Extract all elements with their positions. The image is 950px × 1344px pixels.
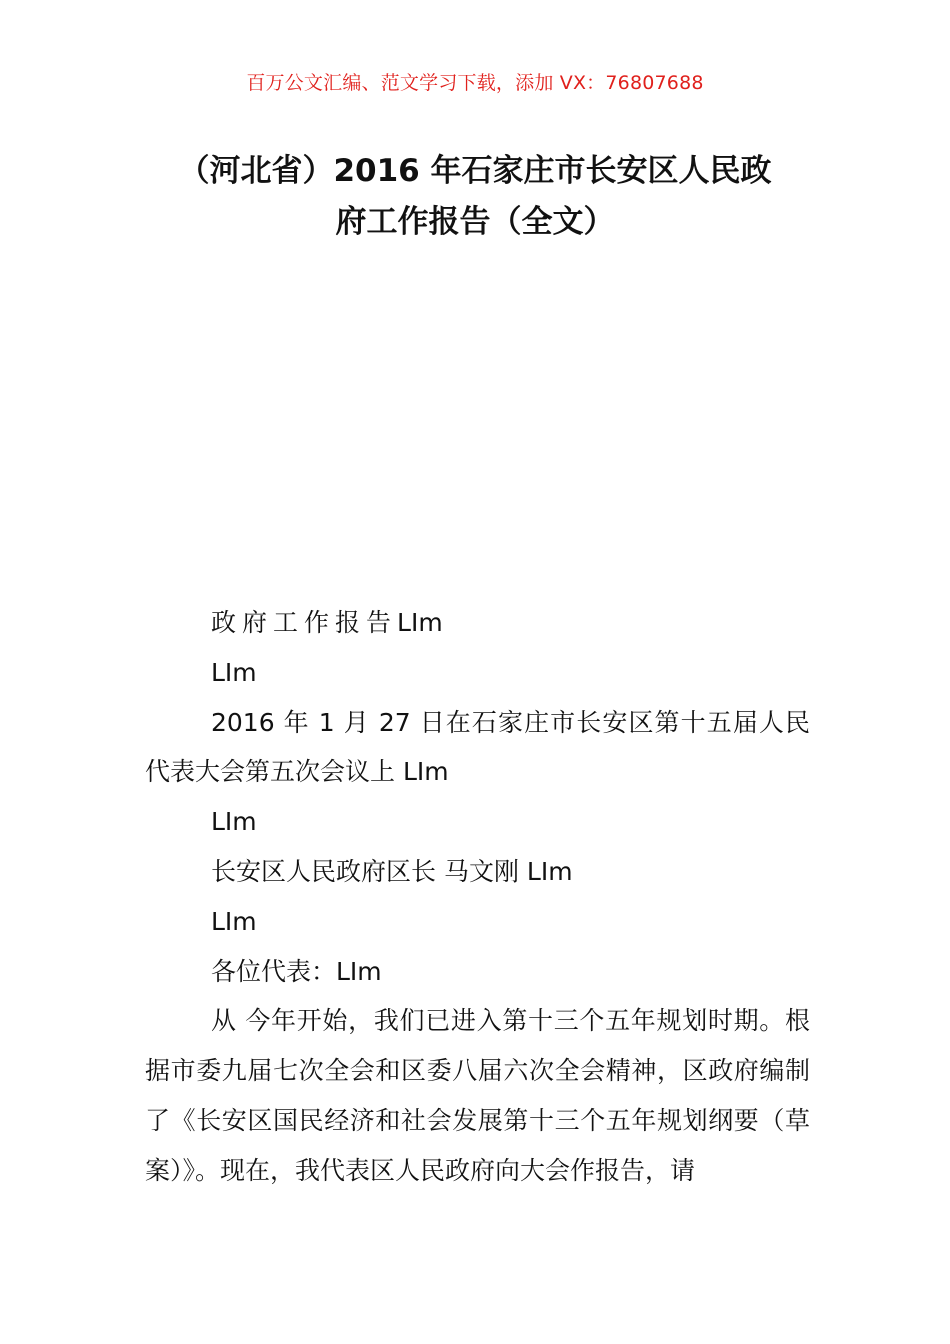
report-heading-paragraph bbox=[145, 598, 810, 648]
speaker-paragraph: 长安区人民政府区长 马文刚 LIm bbox=[211, 856, 573, 886]
intro-paragraph: 从 今年开始，我们已进入第十三个五年规划时期。根据市委九届七次全会和区委八届六次全会精神，区政府编制了《长安区国民经济和社会发展第十三个五年规划纲要（草案）》。现在，我代表区人民政府向大会作报告，请 bbox=[145, 1006, 810, 1185]
meeting-info-paragraph: 2016 年 1 月 27 日在石家庄市长安区第十五届人民代表大会第五次会议上 LIm bbox=[145, 707, 810, 787]
promo-header: 百万公文汇编、范文学习下载，添加 VX：76807688 bbox=[246, 72, 704, 94]
report-heading-tail: LIm bbox=[397, 608, 443, 637]
document-title bbox=[120, 146, 830, 248]
salutation-paragraph: 各位代表：LIm bbox=[211, 956, 382, 986]
report-heading: 政府工作报告 bbox=[211, 608, 398, 637]
document-body bbox=[145, 598, 810, 1196]
title-line-2: 府工作报告（全文） bbox=[335, 204, 615, 240]
paragraph: LIm bbox=[211, 906, 257, 936]
paragraph: LIm bbox=[211, 807, 257, 837]
title-line-1: （河北省）2016 年石家庄市长安区人民政 bbox=[178, 153, 772, 189]
paragraph: LIm bbox=[211, 657, 257, 687]
